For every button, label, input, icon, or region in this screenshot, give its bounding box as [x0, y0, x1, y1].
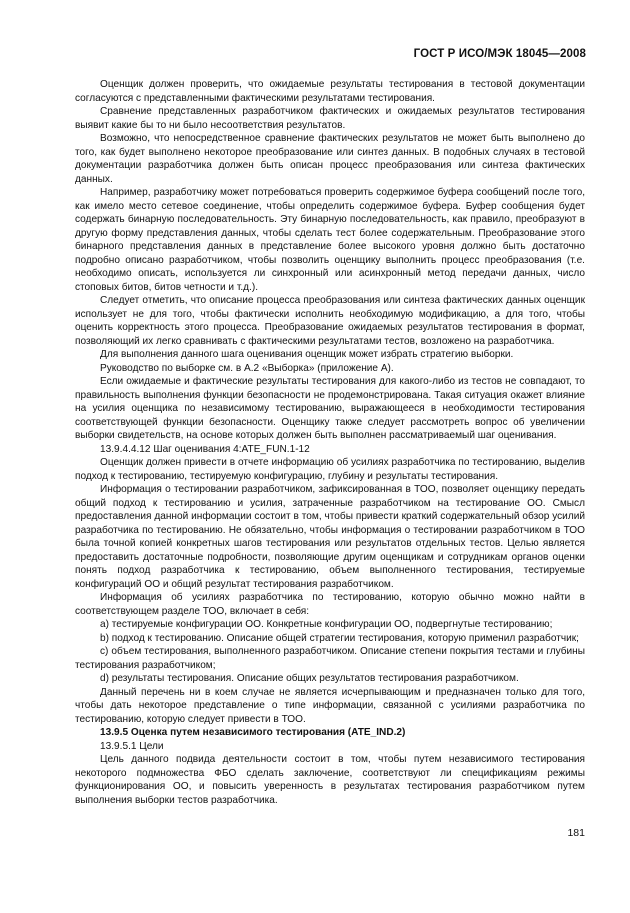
page-number: 181 [567, 827, 585, 839]
subsection-label: 13.9.4.4.12 Шаг оценивания 4:ATE_FUN.1-12 [100, 443, 310, 455]
paragraph: Возможно, что непосредственное сравнение фактических результатов не может быть выполнено до того, как будет выполнено некоторое преобразование или синтез данных. В подобных случаях в тестовой документации разработчика должен быть описан процесс преобразования или синтеза фактических данных. [75, 133, 585, 185]
paragraph: Данный перечень ни в коем случае не является исчерпывающим и предназначен только для того, чтобы дать некоторое представление о типе информации, связанной с усилиями разработчика по тестированию, которую следует привести в ТОО. [75, 686, 585, 725]
paragraph: Информация о тестировании разработчиком, зафиксированная в ТОО, позволяет оценщику передать общий подход к тестированию и усилия, затраченные разработчиком на тестирование ОО. Смысл предоставления данной информации состоит в том, чтобы привести краткий содержательный обзор усилий разработчика по тестированию. Не обязательно, чтобы информация о тестировании разработчиком в ТОО была точной копией конкретных шагов тестирования или результатов отдельных тестов. Целью является предоставить достаточные подробности, позволяющие другим оценщикам и сотрудникам органов оценки понять подход разработчика к тестированию, объем выполненного тестирования, тестируемые конфигураций ОО и общий результат тестирования разработчиком. [75, 484, 585, 590]
paragraph: Для выполнения данного шага оценивания оценщик может избрать стратегию выборки. [100, 349, 514, 360]
subsection-label: 13.9.5.1 Цели [100, 740, 164, 752]
paragraph: Например, разработчику может потребоваться проверить содержимое буфера сообщений после того, как имело место сетевое соединение, чтобы определить содержимое буфера. Буфер сообщения будет содержать бинарную последовательность. Эту бинарную последовательность, как правило, преобразуют в другую форму представления данных, чтобы сделать тест более содержательным. Преобразование этого бинарного представления данных в представление более высокого уровня должно быть достаточно подробно описано разработчиком, чтобы позволить оценщику выполнить процесс преобразования (т.е. необходимо описать, используется ли синхронный или асинхронный метод передачи данных, число стоповых битов, битов четности и т.д.). [75, 187, 585, 293]
list-item: b) подход к тестированию. Описание общей стратегии тестирования, которую применил разработчик; [100, 632, 579, 644]
standard-header: ГОСТ Р ИСО/МЭК 18045—2008 [413, 48, 586, 60]
paragraph: Информация об усилиях разработчика по тестированию, которую обычно можно найти в соответствующем разделе ТОО, включает в себя: [75, 592, 585, 617]
paragraph: Оценщик должен проверить, что ожидаемые результаты тестирования в тестовой документации согласуются с представленными фактическими результатами тестирования. [75, 79, 585, 104]
paragraph: Оценщик должен привести в отчете информацию об усилиях разработчика по тестированию, выделив подход к тестированию, тестируемую конфигурацию, глубину и результаты тестирования. [75, 457, 585, 482]
paragraph: Следует отметить, что описание процесса преобразования или синтеза фактических данных оценщик использует не для того, чтобы фактически исполнить необходимую модификацию, а для того, чтобы оценить корректность этого процесса. Преобразование ожидаемых результатов тестирования в формат, позволяющий их легко сравнивать с фактическими результатами тестов, возложено на разработчика. [75, 295, 585, 347]
list-item: с) объем тестирования, выполненного разработчиком. Описание степени покрытия тестами и глубины тестирования разработчиком; [75, 646, 585, 671]
paragraph: Руководство по выборке см. в А.2 «Выборка» (приложение А). [100, 362, 394, 374]
list-item: а) тестируемые конфигурации ОО. Конкретные конфигурации ОО, подвергнутые тестированию; [100, 619, 553, 630]
section-heading: 13.9.5 Оценка путем независимого тестирования (ATE_IND.2) [100, 727, 406, 738]
paragraph: Если ожидаемые и фактические результаты тестирования для какого-либо из тестов не совпадают, то правильность выполнения функции безопасности не продемонстрирована. Такая ситуация окажет влияние на усилия оценщика по независимому тестированию, выражающееся в необходимости тестирования соответствующей функции безопасности. Оценщику также следует рассмотреть вопрос об увеличении выборки свидетельств, на основе которых должен быть выполнен рассматриваемый шаг оценивания. [75, 376, 585, 441]
list-item: d) результаты тестирования. Описание общих результатов тестирования разработчиком. [100, 673, 519, 684]
paragraph: Цель данного подвида деятельности состоит в том, чтобы путем независимого тестирования некоторого подмножества ФБО сделать заключение, соответствуют ли спецификациям режимы функционирования ОО, и повысить уверенность в результатах тестирования разработчиком путем выполнения выборки тестов разработчика. [75, 754, 585, 806]
body-text [75, 78, 585, 807]
paragraph: Сравнение представленных разработчиком фактических и ожидаемых результатов тестирования выявит какие бы то ни было несоответствия результатов. [75, 106, 585, 131]
